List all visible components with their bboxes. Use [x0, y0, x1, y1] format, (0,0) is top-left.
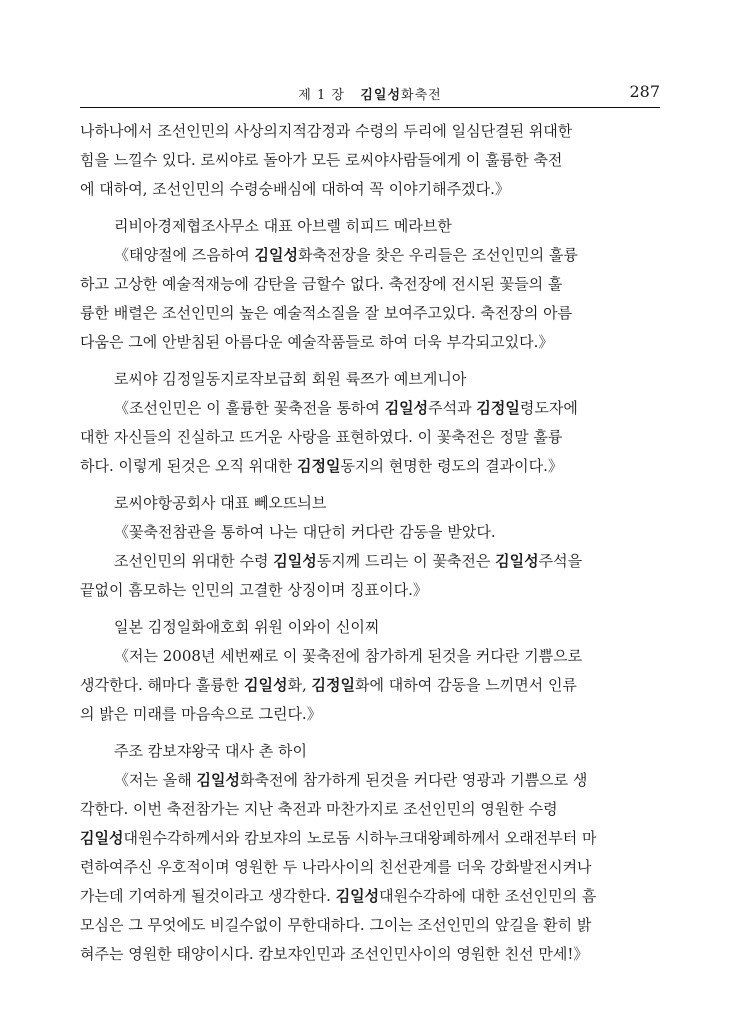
intro-paragraph — [80, 117, 664, 204]
text-line: 나하나에서 조선인민의 사상의지적감정과 수령의 두리에 일심단결된 위대한 — [80, 122, 573, 140]
leader-name: 김일성 — [196, 771, 240, 789]
text-line: 하고 고상한 예술적재능에 감탄을 금할수 없다. 축전장에 전시된 꽃들의 훌 — [80, 275, 563, 293]
quote-paragraph — [80, 766, 664, 969]
quote-paragraph — [80, 241, 664, 357]
text-line — [80, 766, 664, 795]
leader-name: 김일성 — [384, 399, 429, 417]
speaker-name: 로씨야항공회사 대표 뻬오뜨늬브 — [114, 494, 327, 512]
text-line: 련하여주신 우호적이며 영원한 두 나라사이의 친선관계를 더욱 강화발전시켜나 — [80, 858, 592, 876]
text-line: 각한다. 이번 축전참가는 지난 축전과 마찬가지로 조선인민의 영원한 수령 — [80, 800, 558, 818]
text-line — [80, 241, 664, 270]
text-run: 화축전장을 찾은 우리들은 조선인민의 훌륭 — [297, 246, 578, 264]
chapter-title — [80, 84, 660, 103]
text-run: 주석과 — [428, 399, 477, 417]
text-run: 대원수각하에 대한 조선인민의 흠 — [379, 887, 597, 905]
text-run: 생각한다. 해마다 훌륭한 — [80, 676, 244, 694]
text-run: 령도자에 — [519, 399, 578, 417]
speaker-name: 로씨야 김정일동지로작보급회 회원 륙쯔가 예브게니아 — [114, 370, 467, 388]
text-line — [80, 394, 664, 423]
quote-paragraph — [80, 518, 664, 605]
text-line: 혀주는 영원한 태양이시다. 캄보쟈인민과 조선인민사이의 영원한 친선 만세!》 — [80, 945, 589, 963]
text-run: 조선인민의 위대한 수령 — [114, 552, 274, 570]
text-run: 《태양절에 즈음하여 — [114, 246, 255, 264]
text-line: 모심은 그 무엇에도 비길수없이 무한대하다. 그이는 조선인민의 앞길을 환히 밝 — [80, 916, 592, 934]
speaker-name: 리비아경제협조사무소 대표 아브렐 히피드 메라브한 — [114, 217, 452, 235]
leader-name: 김일성 — [335, 887, 380, 905]
text-run: 하다. 이렇게 된것은 오직 위대한 — [80, 457, 297, 475]
text-run: 화, — [287, 676, 312, 694]
text-line: 에 대하여, 조선인민의 수령숭배심에 대하여 꼭 이야기해주겠다.》 — [80, 180, 510, 198]
text-run: 화에 대하여 감동을 느끼면서 인류 — [354, 676, 577, 694]
quote-paragraph — [80, 394, 664, 481]
text-line: 힘을 느낄수 있다. 로씨야로 돌아가 모든 로씨야사람들에게 이 훌륭한 축전 — [80, 151, 563, 169]
text-line: 다움은 그에 안받침된 아름다운 예술작품들로 하여 더욱 부각되고있다.》 — [80, 333, 554, 351]
leader-name: 김일성 — [243, 676, 288, 694]
leader-name: 김일성 — [254, 246, 298, 264]
leader-name: 김일성 — [495, 552, 539, 570]
leader-name: 김정일 — [311, 676, 355, 694]
text-line: 《꽃축전참관을 통하여 나는 대단히 커다란 감동을 받았다. — [114, 523, 496, 541]
running-header — [80, 84, 660, 106]
quote-paragraph — [80, 642, 664, 729]
chapter-label: 제 1 장 — [298, 88, 345, 103]
page-body — [80, 117, 664, 969]
text-line: 끝없이 흠모하는 인민의 고결한 상징이며 징표이다.》 — [80, 581, 428, 599]
text-line: 《저는 2008년 세번째로 이 꽃축전에 참가하게 된것을 커다란 기쁨으로 — [114, 647, 583, 665]
text-run: 화축전에 참가하게 된것을 커다란 영광과 기쁨으로 생 — [239, 771, 588, 789]
speaker-name: 일본 김정일화애호회 위원 이와이 신이찌 — [114, 618, 380, 636]
text-run: 동지의 현명한 령도의 결과이다.》 — [340, 457, 563, 475]
text-run: 주석을 — [538, 552, 583, 570]
speaker-name: 주조 캄보쟈왕국 대사 촌 하이 — [114, 742, 307, 760]
text-line: 대한 자신들의 진실하고 뜨거운 사랑을 표현하였다. 이 꽃축전은 정말 훌륭 — [80, 428, 563, 446]
text-line — [80, 547, 664, 576]
leader-name: 김정일 — [476, 399, 520, 417]
text-line — [80, 452, 664, 481]
header-divider — [80, 107, 660, 108]
title-rest: 화축전 — [401, 88, 442, 103]
page-number: 287 — [629, 82, 660, 101]
text-run: 대원수각하께서와 캄보쟈의 노로돔 시하누크대왕폐하께서 오래전부터 마 — [123, 829, 597, 847]
text-run: 《저는 올해 — [114, 771, 197, 789]
leader-name: 김일성 — [273, 552, 317, 570]
text-run: 가는데 기여하게 될것이라고 생각한다. — [80, 887, 336, 905]
title-leader-name: 김일성 — [360, 88, 402, 103]
text-line — [80, 824, 664, 853]
leader-name: 김일성 — [80, 829, 124, 847]
text-line: 의 밝은 미래를 마음속으로 그린다.》 — [80, 705, 322, 723]
text-line — [80, 882, 664, 911]
text-line — [80, 671, 664, 700]
text-line: 륭한 배렬은 조선인민의 높은 예술적소질을 잘 보여주고있다. 축전장의 아름 — [80, 304, 573, 322]
leader-name: 김정일 — [296, 457, 341, 475]
text-run: 동지께 드리는 이 꽃축전은 — [316, 552, 496, 570]
text-run: 《조선인민은 이 훌륭한 꽃축전을 통하여 — [114, 399, 385, 417]
